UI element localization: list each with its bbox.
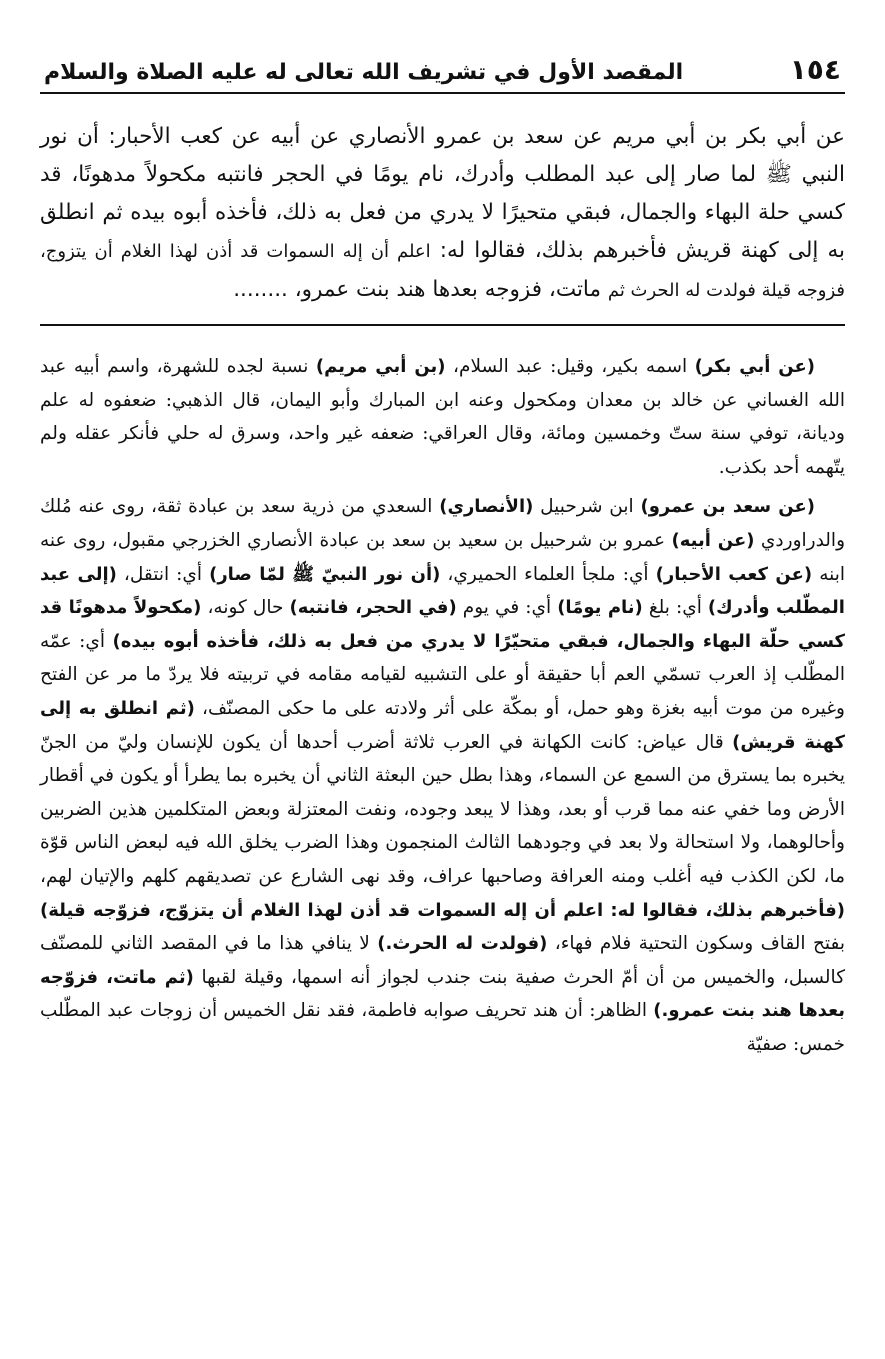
commentary-text: السعدي من ذرية سعد بن عبادة ثقة، روى عنه مُلك والدراوردي [40,496,846,551]
commentary-text: لا ينافي هذا ما في المقصد الثاني للمصنّف كالسبل، والخميس من أن أمّ الحرث صفية بنت جندب لجواز أنه اسمها، وقيلة لقبها [40,933,845,988]
main-text-intro: عن أبي بكر بن أبي مريم عن سعد بن عمرو الأنصاري عن أبيه عن كعب الأحبار: أن نور النبي ﷺ لما صار إلى عبد المطلب وأدرك، نام يومًا في الحجر فانتبه مكحولاً مدهونًا، قد كسي حلة البهاء والجمال، فبقي متحيرًا لا يدري من فعل به ذلك، فأخذه أبوه بيده ثم انطلق به إلى كهنة قريش فأخبرهم بذلك، فقالوا له: [40,124,845,263]
commentary-text: حال كونه، [201,597,290,619]
commentary [40,350,845,1061]
commentary-headword: (أن نور النبيّ ﷺ لمّا صار) [209,563,441,585]
commentary-headword: (فأخبرهم بذلك، فقالوا له: اعلم أن إله السموات قد أذن لهذا الغلام أن يتزوّج، فزوّجه قيلة) [40,899,845,921]
commentary-headword: (فولدت له الحرث.) [377,933,548,955]
commentary-headword: (مكحولاً مدهونًا قد كسي حلّة البهاء والجمال، فبقي متحيّرًا لا يدري من فعل به ذلك، فأخذه أبوه بيده) [40,597,845,652]
commentary-text: أي: بلغ [642,597,708,619]
commentary-text: قال عياض: كانت الكهانة في العرب ثلاثة أضرب أحدها أن يكون للإنسان وليّ من الجنّ يخبره بما يسترق من السمع عن السماء، وهذا بطل حين البعثة الثاني أن يخبره بما يطرأ أو يكون في أقطار الأرض وما خفي عنه مما قرب أو بعد، وهذا لا يبعد وجوده، ونفت المعتزلة وبعض المتكلمين هذين الضربين وأحالوهما، ولا استحالة ولا بعد في وجودهما الثالث المنجمون وهذا الضرب يخلق الله فيه لبعض الناس قوّة ما، لكن الكذب فيه أغلب ومنه العرافة وصاحبها عراف، وقد نهى الشارع عن تصديقهم كلهم والإتيان لهم، [40,731,845,887]
commentary-headword: (ثم ماتت، فزوّجه بعدها هند بنت عمرو.) [40,966,845,1022]
commentary-text: نسبة لجده للشهرة، واسم أبيه عبد الله الغساني عن خالد بن معدان ومكحول وعنه ابن المبارك وأبو اليمان، قال الذهبي: ضعفوه له علم وديانة، توفي سنة ستّ وخمسين ومائة، وقال العراقي: ضعفه غير واحد، وسرق له حلي فأنكر عقله ولم يتّهمه أحد بكذب. [40,356,845,478]
commentary-paragraph-2 [40,490,845,1061]
commentary-text: أي: انتقل، [116,563,210,585]
commentary-text: ابن شرحبيل [533,496,641,518]
commentary-headword: (إلى عبد المطّلب وأدرك) [40,563,845,619]
commentary-headword: (عن كعب الأحبار) [655,563,813,585]
commentary-text: عمرو بن شرحبيل بن سعيد بن سعد بن عبادة الأنصاري الخزرجي مقبول، روى عنه ابنه [40,529,845,585]
main-text-quote: اعلم أن إله السموات قد أذن لهذا الغلام أن يتزوج، فزوجه قيلة فولدت له الحرث ثم [40,241,845,301]
page-number: ١٥٤ [789,53,841,86]
commentary-text: أي: عمّه المطّلب إذ العرب تسمّي العم أبا حقيقة أو على التشبيه لقيامه مقامه في تربيته فلا يردّ ما مر عن الفتح وغيره من موت أبيه بغزة وهو حمل، أو بمكّة على أثر ولادته على ما حكى المصنّف، [40,630,845,719]
commentary-paragraph-1 [40,350,845,484]
commentary-text: اسمه بكير، وقيل: عبد السلام، [445,356,695,377]
page-header [40,42,845,94]
commentary-headword: (عن أبي بكر) [694,356,815,377]
commentary-headword: (في الحجر، فانتبه) [289,597,457,619]
main-text [40,118,845,310]
commentary-headword: (عن سعد بن عمرو) [640,496,816,518]
text-commentary-separator [40,324,845,326]
commentary-headword: (بن أبي مريم) [315,356,446,377]
commentary-text: أي: في يوم [456,597,558,619]
commentary-text: الظاهر: أن هند تحريف صوابه فاطمة، فقد نقل الخميس أن زوجات عبد المطّلب خمس: صفيّة [40,1000,845,1055]
commentary-headword: (ثم انطلق به إلى كهنة قريش) [40,697,845,753]
commentary-text: أي: ملجأ العلماء الحميري، [440,563,656,585]
commentary-headword: (الأنصاري) [439,496,534,518]
commentary-text: بفتح القاف وسكون التحتية فلام فهاء، [547,933,845,955]
running-title: المقصد الأول في تشريف الله تعالى له عليه الصلاة والسلام [44,60,684,85]
commentary-headword: (نام يومًا) [557,597,643,619]
commentary-headword: (عن أبيه) [671,529,755,551]
main-text-ending: ماتت، فزوجه بعدها هند بنت عمرو، ........ [233,277,601,302]
